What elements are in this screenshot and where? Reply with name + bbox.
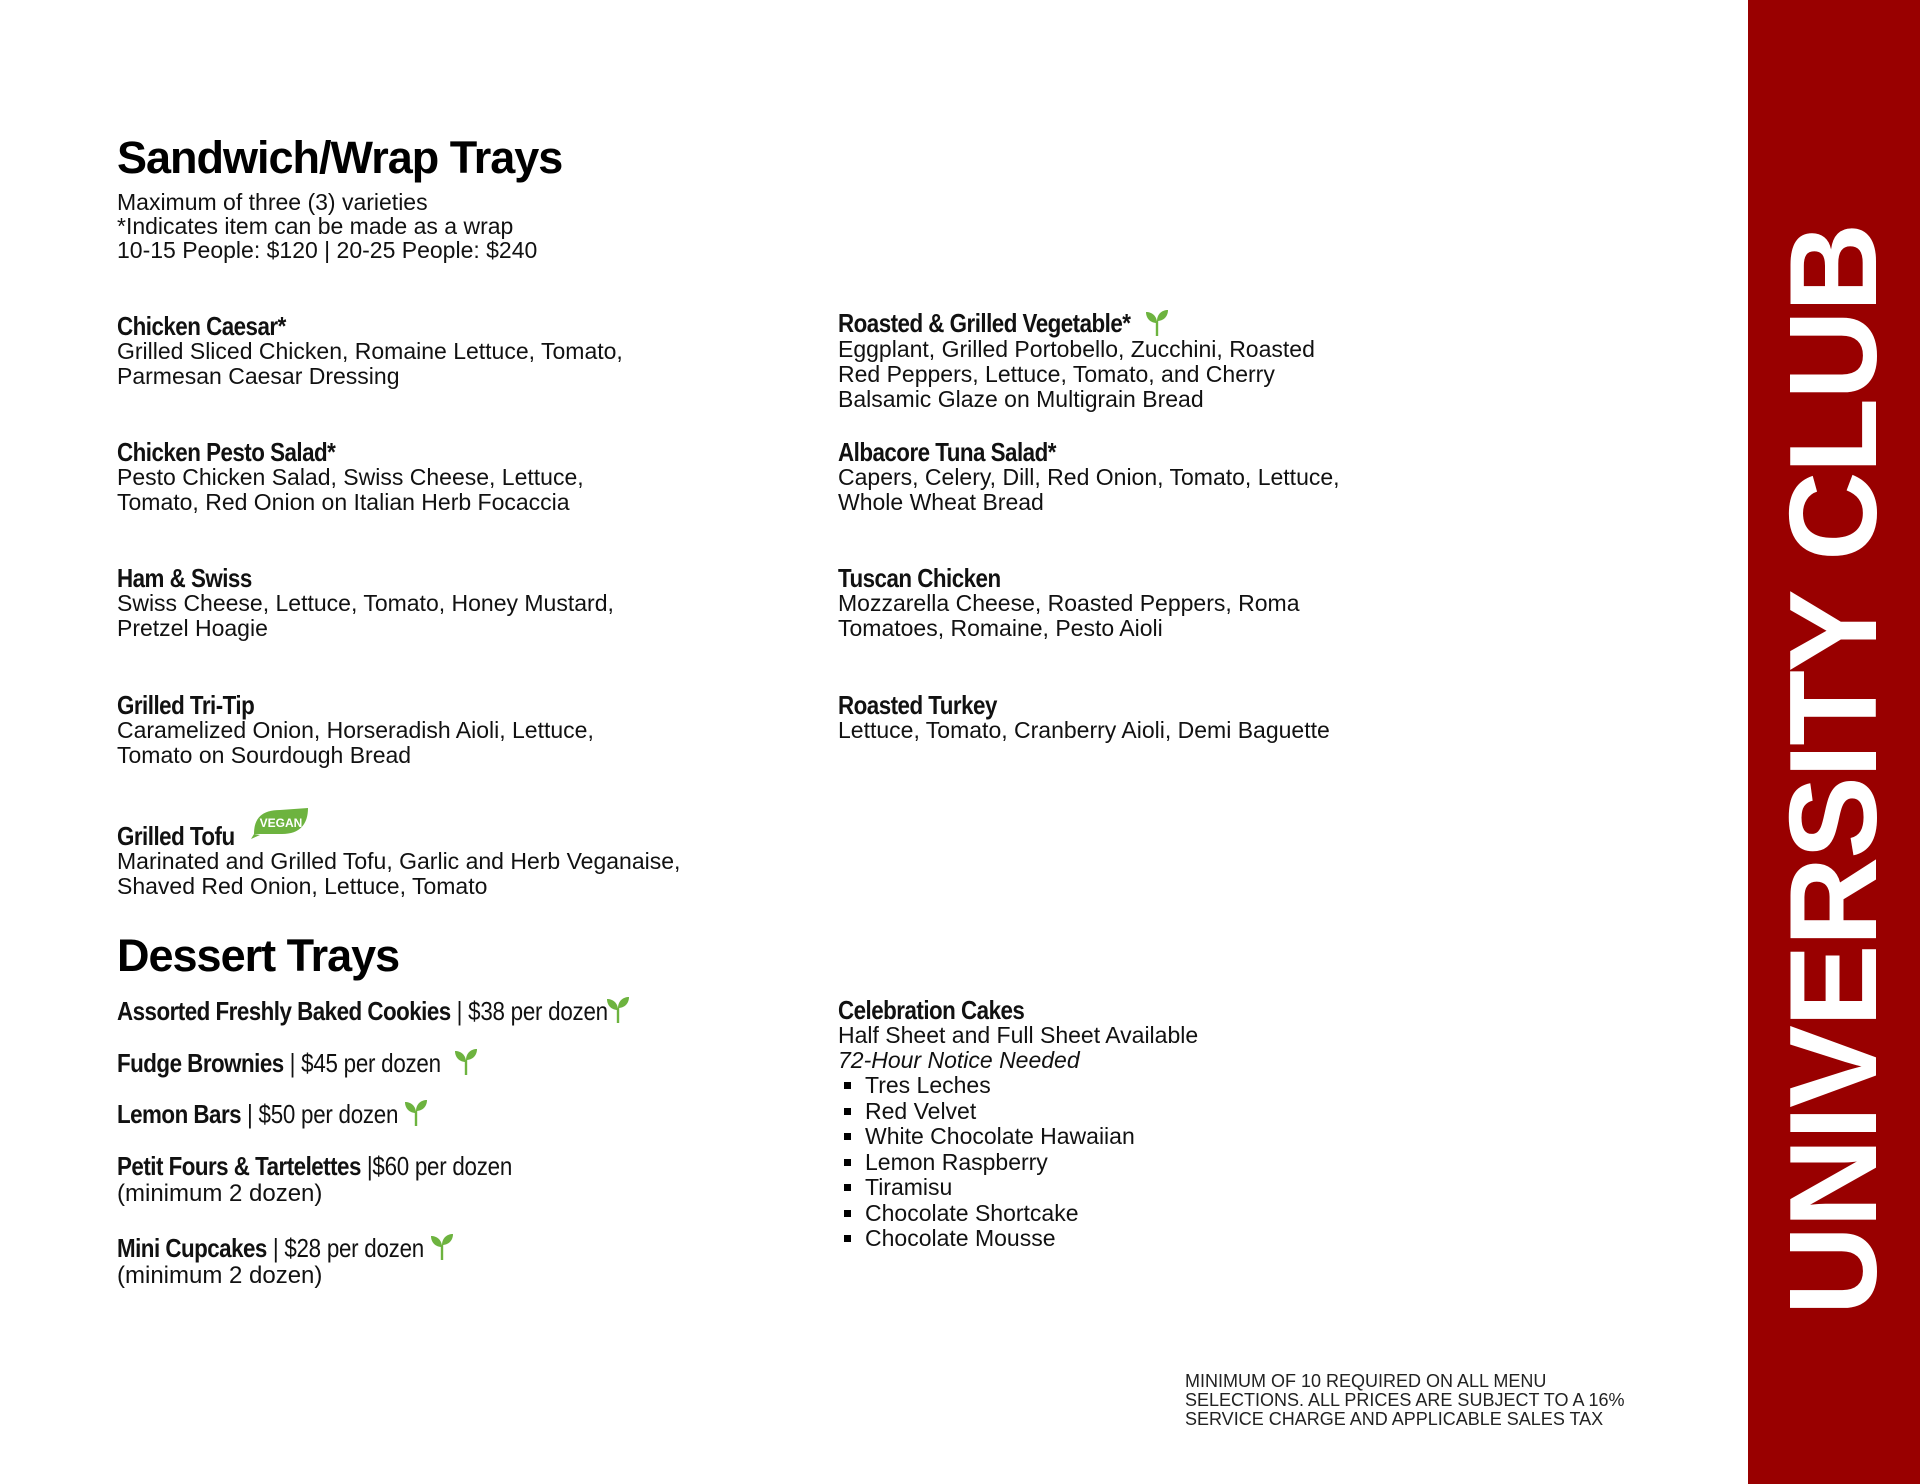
desc-line: Mozzarella Cheese, Roasted Peppers, Roma: [838, 590, 1300, 616]
dessert-item: [117, 997, 631, 1025]
menu-item: [838, 439, 1498, 515]
brand-sidebar: [1748, 0, 1920, 1484]
dessert-name: Lemon Bars: [117, 1099, 242, 1129]
cakes-notice: 72-Hour Notice Needed: [838, 1047, 1080, 1073]
item-desc: [117, 591, 777, 641]
item-desc: [838, 591, 1498, 641]
desc-line: Capers, Celery, Dill, Red Onion, Tomato, Lettuce,: [838, 464, 1340, 490]
desc-line: Shaved Red Onion, Lettuce, Tomato: [117, 873, 488, 899]
sandwich-intro: [117, 190, 537, 262]
desc-line: Pretzel Hoagie: [117, 615, 268, 641]
footer-line: MINIMUM OF 10 REQUIRED ON ALL MENU: [1185, 1371, 1547, 1391]
intro-line: Maximum of three (3) varieties: [117, 189, 428, 215]
menu-item: [117, 313, 777, 389]
dessert-price: |$60 per dozen: [360, 1151, 513, 1181]
item-name: Albacore Tuna Salad*: [838, 437, 1056, 467]
item-name: Grilled Tofu: [117, 821, 235, 851]
dessert-item: [117, 1049, 479, 1077]
dessert-item: [117, 1152, 576, 1208]
celebration-cakes: [838, 997, 1338, 1252]
menu-item: [838, 692, 1498, 743]
item-name: Ham & Swiss: [117, 563, 252, 593]
dessert-name: Mini Cupcakes: [117, 1233, 267, 1263]
footer-line: SELECTIONS. ALL PRICES ARE SUBJECT TO A 16%: [1185, 1390, 1625, 1410]
menu-item: [117, 565, 777, 641]
list-item: Tiramisu: [838, 1175, 1338, 1201]
dessert-item: [117, 1234, 455, 1290]
dessert-item: [117, 1100, 429, 1128]
dessert-section-title: Dessert Trays: [117, 930, 400, 981]
dessert-price: | $45 per dozen: [283, 1048, 441, 1078]
sandwich-section-title: Sandwich/Wrap Trays: [117, 132, 563, 183]
desc-line: Eggplant, Grilled Portobello, Zucchini, Roasted: [838, 336, 1315, 362]
footer-line: SERVICE CHARGE AND APPLICABLE SALES TAX: [1185, 1409, 1604, 1429]
menu-item: [117, 439, 777, 515]
list-item: Red Velvet: [838, 1099, 1338, 1125]
desc-line: Balsamic Glaze on Multigrain Bread: [838, 386, 1204, 412]
menu-item: [117, 692, 777, 768]
item-name: Grilled Tri-Tip: [117, 690, 255, 720]
desc-line: Parmesan Caesar Dressing: [117, 363, 400, 389]
desc-line: Caramelized Onion, Horseradish Aioli, Lettuce,: [117, 717, 594, 743]
desc-line: Marinated and Grilled Tofu, Garlic and Herb Veganaise,: [117, 848, 681, 874]
sprout-icon: [605, 996, 631, 1024]
item-name: Chicken Pesto Salad*: [117, 437, 336, 467]
sprout-icon: [403, 1099, 429, 1127]
list-item: Tres Leches: [838, 1073, 1338, 1099]
dessert-name: Petit Fours & Tartelettes: [117, 1151, 361, 1181]
item-desc: [117, 849, 817, 899]
item-desc: [838, 465, 1498, 515]
item-desc: [117, 339, 777, 389]
desc-line: Tomatoes, Romaine, Pesto Aioli: [838, 615, 1163, 641]
brand-wordmark: UNIVERSITY CLUB: [1765, 224, 1903, 1316]
footer-note: [1185, 1372, 1705, 1429]
dessert-price: | $38 per dozen: [450, 996, 608, 1026]
cake-flavor-list: [838, 1073, 1338, 1252]
desc-line: Grilled Sliced Chicken, Romaine Lettuce, Tomato,: [117, 338, 623, 364]
desc-line: Lettuce, Tomato, Cranberry Aioli, Demi Baguette: [838, 717, 1330, 743]
desc-line: Swiss Cheese, Lettuce, Tomato, Honey Mustard,: [117, 590, 614, 616]
menu-item: [838, 565, 1498, 641]
item-name-row: [838, 309, 1498, 337]
item-name: Tuscan Chicken: [838, 563, 1001, 593]
dessert-note: (minimum 2 dozen): [117, 1262, 323, 1289]
sprout-icon: [1144, 309, 1170, 337]
dessert-price: | $28 per dozen: [266, 1233, 424, 1263]
sprout-icon: [429, 1233, 455, 1261]
list-item: Chocolate Mousse: [838, 1226, 1338, 1252]
item-name: Chicken Caesar*: [117, 311, 286, 341]
list-item: White Chocolate Hawaiian: [838, 1124, 1338, 1150]
list-item: Chocolate Shortcake: [838, 1201, 1338, 1227]
menu-item: [838, 309, 1498, 412]
dessert-name: Fudge Brownies: [117, 1048, 284, 1078]
vegan-badge-icon: [250, 804, 312, 845]
list-item: Lemon Raspberry: [838, 1150, 1338, 1176]
menu-item: [117, 804, 817, 899]
intro-line: *Indicates item can be made as a wrap: [117, 213, 514, 239]
item-name: Roasted Turkey: [838, 690, 997, 720]
cakes-title: Celebration Cakes: [838, 995, 1025, 1025]
dessert-price: | $50 per dozen: [241, 1099, 399, 1129]
item-name-row: [117, 804, 817, 849]
cakes-sub: Half Sheet and Full Sheet Available: [838, 1022, 1199, 1048]
intro-line: 10-15 People: $120 | 20-25 People: $240: [117, 237, 538, 263]
item-name: Roasted & Grilled Vegetable*: [838, 308, 1131, 338]
item-desc: [117, 718, 777, 768]
dessert-note: (minimum 2 dozen): [117, 1180, 323, 1207]
desc-line: Whole Wheat Bread: [838, 489, 1044, 515]
desc-line: Red Peppers, Lettuce, Tomato, and Cherry: [838, 361, 1275, 387]
svg-text:VEGAN: VEGAN: [259, 816, 303, 830]
item-desc: [838, 718, 1498, 743]
desc-line: Pesto Chicken Salad, Swiss Cheese, Lettuce,: [117, 464, 584, 490]
desc-line: Tomato on Sourdough Bread: [117, 742, 412, 768]
desc-line: Tomato, Red Onion on Italian Herb Focaccia: [117, 489, 570, 515]
dessert-name: Assorted Freshly Baked Cookies: [117, 996, 451, 1026]
sprout-icon: [453, 1048, 479, 1076]
item-desc: [117, 465, 777, 515]
item-desc: [838, 337, 1498, 412]
